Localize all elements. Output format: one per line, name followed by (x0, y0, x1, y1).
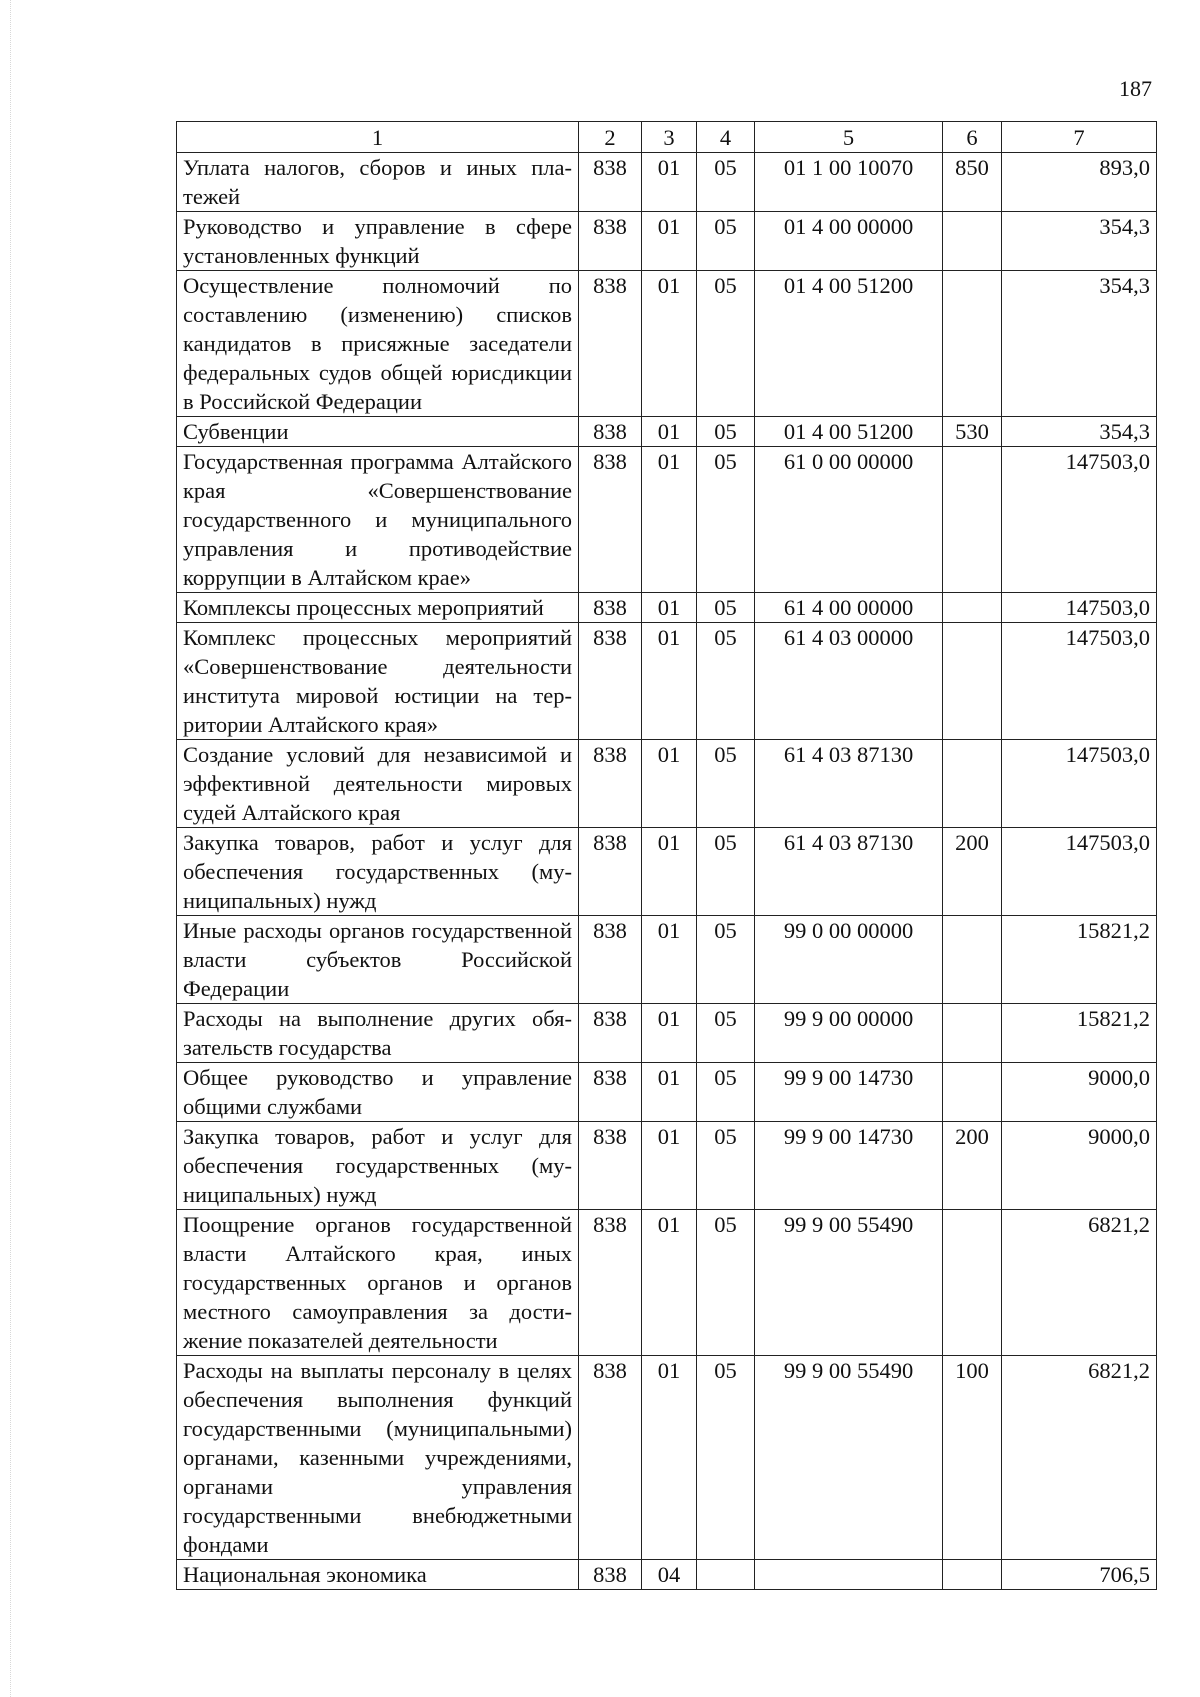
row-section-cell: 01 (642, 447, 697, 593)
row-code-cell: 838 (579, 1122, 642, 1210)
row-name-cell: Руководство и управление в сфере установленных функций (177, 212, 579, 271)
table-header-row (177, 122, 1157, 153)
row-subsection-cell: 05 (697, 740, 755, 828)
row-amount-cell: 6821,2 (1002, 1356, 1157, 1560)
row-section-cell: 04 (642, 1560, 697, 1590)
row-amount-cell: 147503,0 (1002, 828, 1157, 916)
budget-table (176, 121, 1157, 1590)
row-name-cell: Иные расходы органов государственной власти субъектов Российской Федерации (177, 916, 579, 1004)
row-amount-cell: 9000,0 (1002, 1063, 1157, 1122)
row-code-cell: 838 (579, 417, 642, 447)
row-subsection-cell: 05 (697, 1063, 755, 1122)
row-expense-type-cell: 200 (943, 828, 1002, 916)
header-cell: 6 (943, 122, 1002, 153)
table-row (177, 212, 1157, 271)
table-row (177, 1356, 1157, 1560)
row-target-article-cell: 01 4 00 51200 (755, 417, 943, 447)
table-row (177, 740, 1157, 828)
row-name-cell: Осуществление полномочий по составлению (изменению) списков кандидатов в присяжные заседатели федеральных судов общей юрисдикции в Российской Федерации (177, 271, 579, 417)
row-code-cell: 838 (579, 1560, 642, 1590)
page-number: 187 (1119, 76, 1152, 101)
table-row (177, 271, 1157, 417)
row-name-cell: Государственная программа Алтайского края «Совершенствование государственного и муниципального управления и противодействие коррупции в Алтайском крае» (177, 447, 579, 593)
row-code-cell: 838 (579, 153, 642, 212)
row-target-article-cell: 99 9 00 14730 (755, 1122, 943, 1210)
row-target-article-cell: 61 4 03 87130 (755, 828, 943, 916)
row-code-cell: 838 (579, 1063, 642, 1122)
table-row (177, 916, 1157, 1004)
row-target-article-cell: 99 9 00 55490 (755, 1210, 943, 1356)
row-name-cell: Общее руководство и управление общими службами (177, 1063, 579, 1122)
row-target-article-cell: 99 9 00 00000 (755, 1004, 943, 1063)
row-section-cell: 01 (642, 271, 697, 417)
row-amount-cell: 15821,2 (1002, 1004, 1157, 1063)
table-row (177, 623, 1157, 740)
header-cell: 3 (642, 122, 697, 153)
row-name-cell: Создание условий для независимой и эффективной деятельности мировых судей Алтайского края (177, 740, 579, 828)
row-expense-type-cell (943, 916, 1002, 1004)
row-subsection-cell (697, 1560, 755, 1590)
row-amount-cell: 354,3 (1002, 271, 1157, 417)
header-cell: 2 (579, 122, 642, 153)
row-expense-type-cell: 200 (943, 1122, 1002, 1210)
row-code-cell: 838 (579, 1004, 642, 1063)
table-row (177, 1560, 1157, 1590)
row-code-cell: 838 (579, 271, 642, 417)
row-code-cell: 838 (579, 1210, 642, 1356)
row-name-cell: Субвенции (177, 417, 579, 447)
table-row (177, 1063, 1157, 1122)
table-row (177, 153, 1157, 212)
row-section-cell: 01 (642, 593, 697, 623)
row-subsection-cell: 05 (697, 153, 755, 212)
row-name-cell: Закупка товаров, работ и услуг для обеспечения государственных (муниципальных) нужд (177, 1122, 579, 1210)
row-expense-type-cell: 530 (943, 417, 1002, 447)
row-code-cell: 838 (579, 828, 642, 916)
row-expense-type-cell (943, 1210, 1002, 1356)
row-code-cell: 838 (579, 212, 642, 271)
row-expense-type-cell: 850 (943, 153, 1002, 212)
row-target-article-cell: 01 1 00 10070 (755, 153, 943, 212)
row-name-cell: Расходы на выполнение других обязательств государства (177, 1004, 579, 1063)
row-code-cell: 838 (579, 1356, 642, 1560)
row-section-cell: 01 (642, 212, 697, 271)
row-subsection-cell: 05 (697, 271, 755, 417)
row-amount-cell: 6821,2 (1002, 1210, 1157, 1356)
row-section-cell: 01 (642, 1004, 697, 1063)
row-amount-cell: 147503,0 (1002, 447, 1157, 593)
header-cell: 1 (177, 122, 579, 153)
row-subsection-cell: 05 (697, 1122, 755, 1210)
row-target-article-cell: 01 4 00 00000 (755, 212, 943, 271)
header-cell: 7 (1002, 122, 1157, 153)
table-row (177, 1004, 1157, 1063)
row-section-cell: 01 (642, 153, 697, 212)
row-name-cell: Уплата налогов, сборов и иных платежей (177, 153, 579, 212)
row-target-article-cell: 61 4 00 00000 (755, 593, 943, 623)
row-section-cell: 01 (642, 1122, 697, 1210)
row-subsection-cell: 05 (697, 828, 755, 916)
row-expense-type-cell (943, 623, 1002, 740)
row-code-cell: 838 (579, 623, 642, 740)
row-code-cell: 838 (579, 740, 642, 828)
row-amount-cell: 354,3 (1002, 212, 1157, 271)
row-expense-type-cell (943, 1560, 1002, 1590)
row-target-article-cell: 61 4 03 00000 (755, 623, 943, 740)
scan-edge (0, 0, 11, 1697)
row-code-cell: 838 (579, 447, 642, 593)
row-name-cell: Комплекс процессных мероприятий «Совершенствование деятельности института мировой юстиции на территории Алтайского края» (177, 623, 579, 740)
row-expense-type-cell (943, 271, 1002, 417)
row-name-cell: Поощрение органов государственной власти Алтайского края, иных государственных органов и органов местного самоуправления за достижение показателей деятельности (177, 1210, 579, 1356)
row-amount-cell: 15821,2 (1002, 916, 1157, 1004)
row-expense-type-cell (943, 447, 1002, 593)
header-cell: 5 (755, 122, 943, 153)
row-target-article-cell (755, 1560, 943, 1590)
row-section-cell: 01 (642, 916, 697, 1004)
row-code-cell: 838 (579, 916, 642, 1004)
header-cell: 4 (697, 122, 755, 153)
row-name-cell: Расходы на выплаты персоналу в целях обеспечения выполнения функций государственными (муниципальными) органами, казенными учреждениями, органами управления государственными внебюджетными фондами (177, 1356, 579, 1560)
row-section-cell: 01 (642, 828, 697, 916)
row-section-cell: 01 (642, 1356, 697, 1560)
row-target-article-cell: 61 0 00 00000 (755, 447, 943, 593)
row-subsection-cell: 05 (697, 916, 755, 1004)
table-row (177, 1210, 1157, 1356)
row-expense-type-cell (943, 593, 1002, 623)
row-amount-cell: 893,0 (1002, 153, 1157, 212)
row-subsection-cell: 05 (697, 1210, 755, 1356)
row-section-cell: 01 (642, 1210, 697, 1356)
row-subsection-cell: 05 (697, 447, 755, 593)
row-expense-type-cell (943, 1004, 1002, 1063)
row-section-cell: 01 (642, 740, 697, 828)
row-target-article-cell: 01 4 00 51200 (755, 271, 943, 417)
row-amount-cell: 354,3 (1002, 417, 1157, 447)
row-subsection-cell: 05 (697, 212, 755, 271)
row-name-cell: Комплексы процессных мероприятий (177, 593, 579, 623)
table-row (177, 447, 1157, 593)
row-amount-cell: 9000,0 (1002, 1122, 1157, 1210)
row-amount-cell: 147503,0 (1002, 623, 1157, 740)
row-target-article-cell: 99 9 00 55490 (755, 1356, 943, 1560)
row-subsection-cell: 05 (697, 623, 755, 740)
row-section-cell: 01 (642, 417, 697, 447)
row-expense-type-cell: 100 (943, 1356, 1002, 1560)
row-target-article-cell: 99 0 00 00000 (755, 916, 943, 1004)
table-row (177, 1122, 1157, 1210)
table-row (177, 593, 1157, 623)
row-name-cell: Национальная экономика (177, 1560, 579, 1590)
row-target-article-cell: 99 9 00 14730 (755, 1063, 943, 1122)
row-name-cell: Закупка товаров, работ и услуг для обеспечения государственных (муниципальных) нужд (177, 828, 579, 916)
row-subsection-cell: 05 (697, 417, 755, 447)
row-section-cell: 01 (642, 623, 697, 740)
table-row (177, 828, 1157, 916)
row-target-article-cell: 61 4 03 87130 (755, 740, 943, 828)
row-amount-cell: 706,5 (1002, 1560, 1157, 1590)
row-expense-type-cell (943, 740, 1002, 828)
row-amount-cell: 147503,0 (1002, 740, 1157, 828)
row-subsection-cell: 05 (697, 1356, 755, 1560)
row-amount-cell: 147503,0 (1002, 593, 1157, 623)
row-expense-type-cell (943, 1063, 1002, 1122)
row-code-cell: 838 (579, 593, 642, 623)
row-subsection-cell: 05 (697, 1004, 755, 1063)
row-expense-type-cell (943, 212, 1002, 271)
table-row (177, 417, 1157, 447)
row-section-cell: 01 (642, 1063, 697, 1122)
row-subsection-cell: 05 (697, 593, 755, 623)
